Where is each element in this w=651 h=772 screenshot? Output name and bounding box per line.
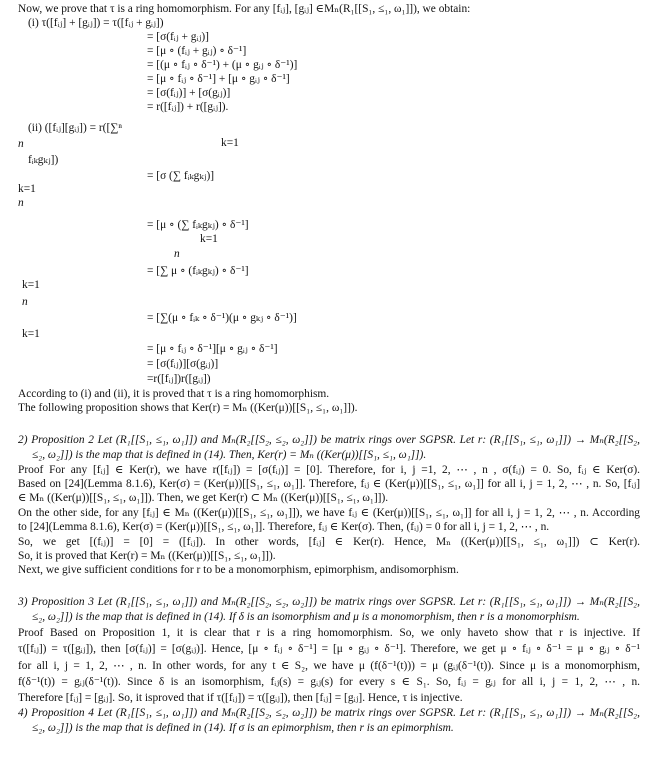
text-line: Now, we prove that τ is a ring homomorphism. For any [fᵢⱼ], [gᵢⱼ] ∈Mₙ(R₁[[S₁, ≤₁, ω₁]]), we obtain: [18, 3, 471, 15]
text-line: Proof Based on Proposition 1, it is clear that r is a ring homomorphism. So, we only haveto show that r is injective. If [18, 627, 640, 639]
text-line: k=1 [200, 233, 218, 245]
text-line: to [24](Lemma 8.1.6), Ker(σ) = (Ker(μ))[[S₁, ≤₁, ω₁]]. Therefore, fᵢⱼ ∈ Ker(σ). Then, (fᵢⱼ) = 0 for all i, j = 1, 2, ⋯ , n. [18, 521, 550, 533]
text-line: 2) Proposition 2 Let (R₁[[S₁, ≤₁, ω₁]]) and Mₙ(R₂[[S₂, ≤₂, ω₂]]) be matrix rings over SGPSR. Let r: (R₁[[S₁, ≤₁, ω₁]]) → Mₙ(R₂[[S₂, [18, 434, 640, 446]
text-line: = [σ(fᵢⱼ + gᵢⱼ)] [147, 31, 209, 43]
text-line: So, we get [(fᵢⱼ)] = [0] = ([fᵢⱼ]). In other words, [fᵢⱼ] ∈ Ker(r). Hence, Mₙ ((Ker(μ))[[S₁, ≤₁, ω₁]]) ⊂ Ker(r). [18, 536, 640, 548]
text-line: n [174, 248, 180, 260]
text-line: (ii) ([fᵢⱼ][gᵢⱼ]) = r([∑ⁿ [28, 122, 122, 134]
text-line: k=1 [221, 137, 239, 149]
text-line: (i) τ([fᵢⱼ] + [gᵢⱼ]) = τ([fᵢⱼ + gᵢⱼ]) [28, 17, 164, 29]
text-line: 3) Proposition 3 Let (R₁[[S₁, ≤₁, ω₁]]) and Mₙ(R₂[[S₂, ≤₂, ω₂]]) be matrix rings over SGPSR. Let r: (R₁[[S₁, ≤₁, ω₁]]) → Mₙ(R₂[[S₂, [18, 596, 640, 608]
text-line: n [18, 138, 24, 150]
text-line: n [22, 296, 28, 308]
text-line: ≤₂, ω₂]]) is the map that is defined in (14). If σ is an epimorphism, then r is an epimorphism. [32, 722, 454, 734]
text-line: k=1 [22, 279, 40, 291]
text-line: for all i, j = 1, 2, ⋯ , n. In other words, for any t ∈ S₂, we have μ (f(δ⁻¹(t))) = μ (gᵢⱼ(δ⁻¹(t)). Since μ is a monomorphism, [18, 660, 640, 672]
text-line: fᵢₖgₖⱼ]) [28, 154, 59, 166]
text-line: = [μ ∘ fᵢⱼ ∘ δ⁻¹] + [μ ∘ gᵢⱼ ∘ δ⁻¹] [147, 73, 290, 85]
text-line: =r([fᵢⱼ])r([gᵢⱼ]) [147, 373, 211, 385]
text-line: Proof For any [fᵢⱼ] ∈ Ker(r), we have r([fᵢⱼ]) = [σ(fᵢⱼ)] = [0]. Therefore, for i, j =1, 2, ⋯ , n , σ(fᵢⱼ) = 0. So, fᵢⱼ ∈ Ker(σ). [18, 464, 640, 476]
text-line: ≤₂, ω₂]]) is the map that is defined in (14). Then, Ker(r) = Mₙ ((Ker(μ))[[S₁, ≤₁, ω₁]]). [32, 449, 427, 461]
text-line: f(δ⁻¹(t)) = gᵢⱼ(δ⁻¹(t)). Since δ is an isomorphism, fᵢⱼ(s) = gᵢⱼ(s) for every s ∈ S₁. So, fᵢⱼ = gᵢⱼ for all i, j = 1, 2, ⋯ , n. [18, 676, 640, 688]
text-line: = [∑(μ ∘ fᵢₖ ∘ δ⁻¹)(μ ∘ gₖⱼ ∘ δ⁻¹)] [147, 312, 297, 324]
text-line: ∈ Mₙ ((Ker(μ))[[S₁, ≤₁, ω₁]]). Then, we get Ker(r) ⊂ Mₙ ((Ker(μ))[[S₁, ≤₁, ω₁]]). [18, 492, 389, 504]
text-line: ≤₂, ω₂]]) is the map that is defined in (14). If δ is an isomorphism and μ is a monomorphism, then r is a monomorphism. [32, 611, 580, 623]
text-line: According to (i) and (ii), it is proved that τ is a ring homomorphism. [18, 388, 330, 400]
text-line: 4) Proposition 4 Let (R₁[[S₁, ≤₁, ω₁]]) and Mₙ(R₂[[S₂, ≤₂, ω₂]]) be matrix rings over SGPSR. Let r: (R₁[[S₁, ≤₁, ω₁]]) → Mₙ(R₂[[S₂, [18, 707, 640, 719]
text-line: = [σ(fᵢⱼ)] + [σ(gᵢⱼ)] [147, 87, 231, 99]
text-line: = [σ(fᵢⱼ)][σ(gᵢⱼ)] [147, 358, 219, 370]
text-line: = [μ ∘ (fᵢⱼ + gᵢⱼ) ∘ δ⁻¹] [147, 45, 247, 57]
text-line: = [μ ∘ (∑ fᵢₖgₖⱼ) ∘ δ⁻¹] [147, 219, 249, 231]
text-line: τ([fᵢⱼ]) = τ([gᵢⱼ]), then [σ(fᵢⱼ)] = [σ(gᵢⱼ)]. Hence, [μ ∘ fᵢⱼ ∘ δ⁻¹] = [μ ∘ gᵢⱼ ∘ δ⁻¹]. Therefore, we get μ ∘ fᵢⱼ ∘ δ⁻¹ = μ ∘ gᵢⱼ ∘ δ⁻¹ [18, 643, 640, 655]
text-line: Therefore [fᵢⱼ] = [gᵢⱼ]. So, it isproved that if τ([fᵢⱼ]) = τ([gᵢⱼ]), then [fᵢⱼ] = [gᵢⱼ]. Hence, τ is injective. [18, 692, 463, 704]
text-line: On the other side, for any [fᵢⱼ] ∈ Mₙ ((Ker(μ))[[S₁, ≤₁, ω₁]]), we have fᵢⱼ ∈ (Ker(μ))[[S₁, ≤₁, ω₁]] for all i, j = 1, 2, ⋯ , n. According [18, 507, 640, 519]
text-line: = [(μ ∘ fᵢⱼ ∘ δ⁻¹) + (μ ∘ gᵢⱼ ∘ δ⁻¹)] [147, 59, 298, 71]
text-line: So, it is proved that Ker(r) = Mₙ ((Ker(μ))[[S₁, ≤₁, ω₁]]). [18, 550, 276, 562]
text-line: n [18, 197, 24, 209]
text-line: = [μ ∘ fᵢⱼ ∘ δ⁻¹][μ ∘ gᵢⱼ ∘ δ⁻¹] [147, 343, 278, 355]
text-line: k=1 [18, 183, 36, 195]
text-line: k=1 [22, 328, 40, 340]
text-line: = [∑ μ ∘ (fᵢₖgₖⱼ) ∘ δ⁻¹] [147, 265, 249, 277]
text-line: Based on [24](Lemma 8.1.6), Ker(σ) = (Ker(μ))[[S₁, ≤₁, ω₁]]. Therefore, fᵢⱼ ∈ (Ker(μ))[[S₁, ≤₁, ω₁]] for all i, j = 1, 2, ⋯ , n. So, [fᵢⱼ] [18, 478, 640, 490]
text-line: Next, we give sufficient conditions for r to be a monomorphism, epimorphism, andisomorphism. [18, 564, 459, 576]
text-line: The following proposition shows that Ker(r) = Mₙ ((Ker(μ))[[S₁, ≤₁, ω₁]]). [18, 402, 358, 414]
text-line: = [σ (∑ fᵢₖgₖⱼ)] [147, 170, 215, 182]
text-line: = r([fᵢⱼ]) + r([gᵢⱼ]). [147, 101, 229, 113]
